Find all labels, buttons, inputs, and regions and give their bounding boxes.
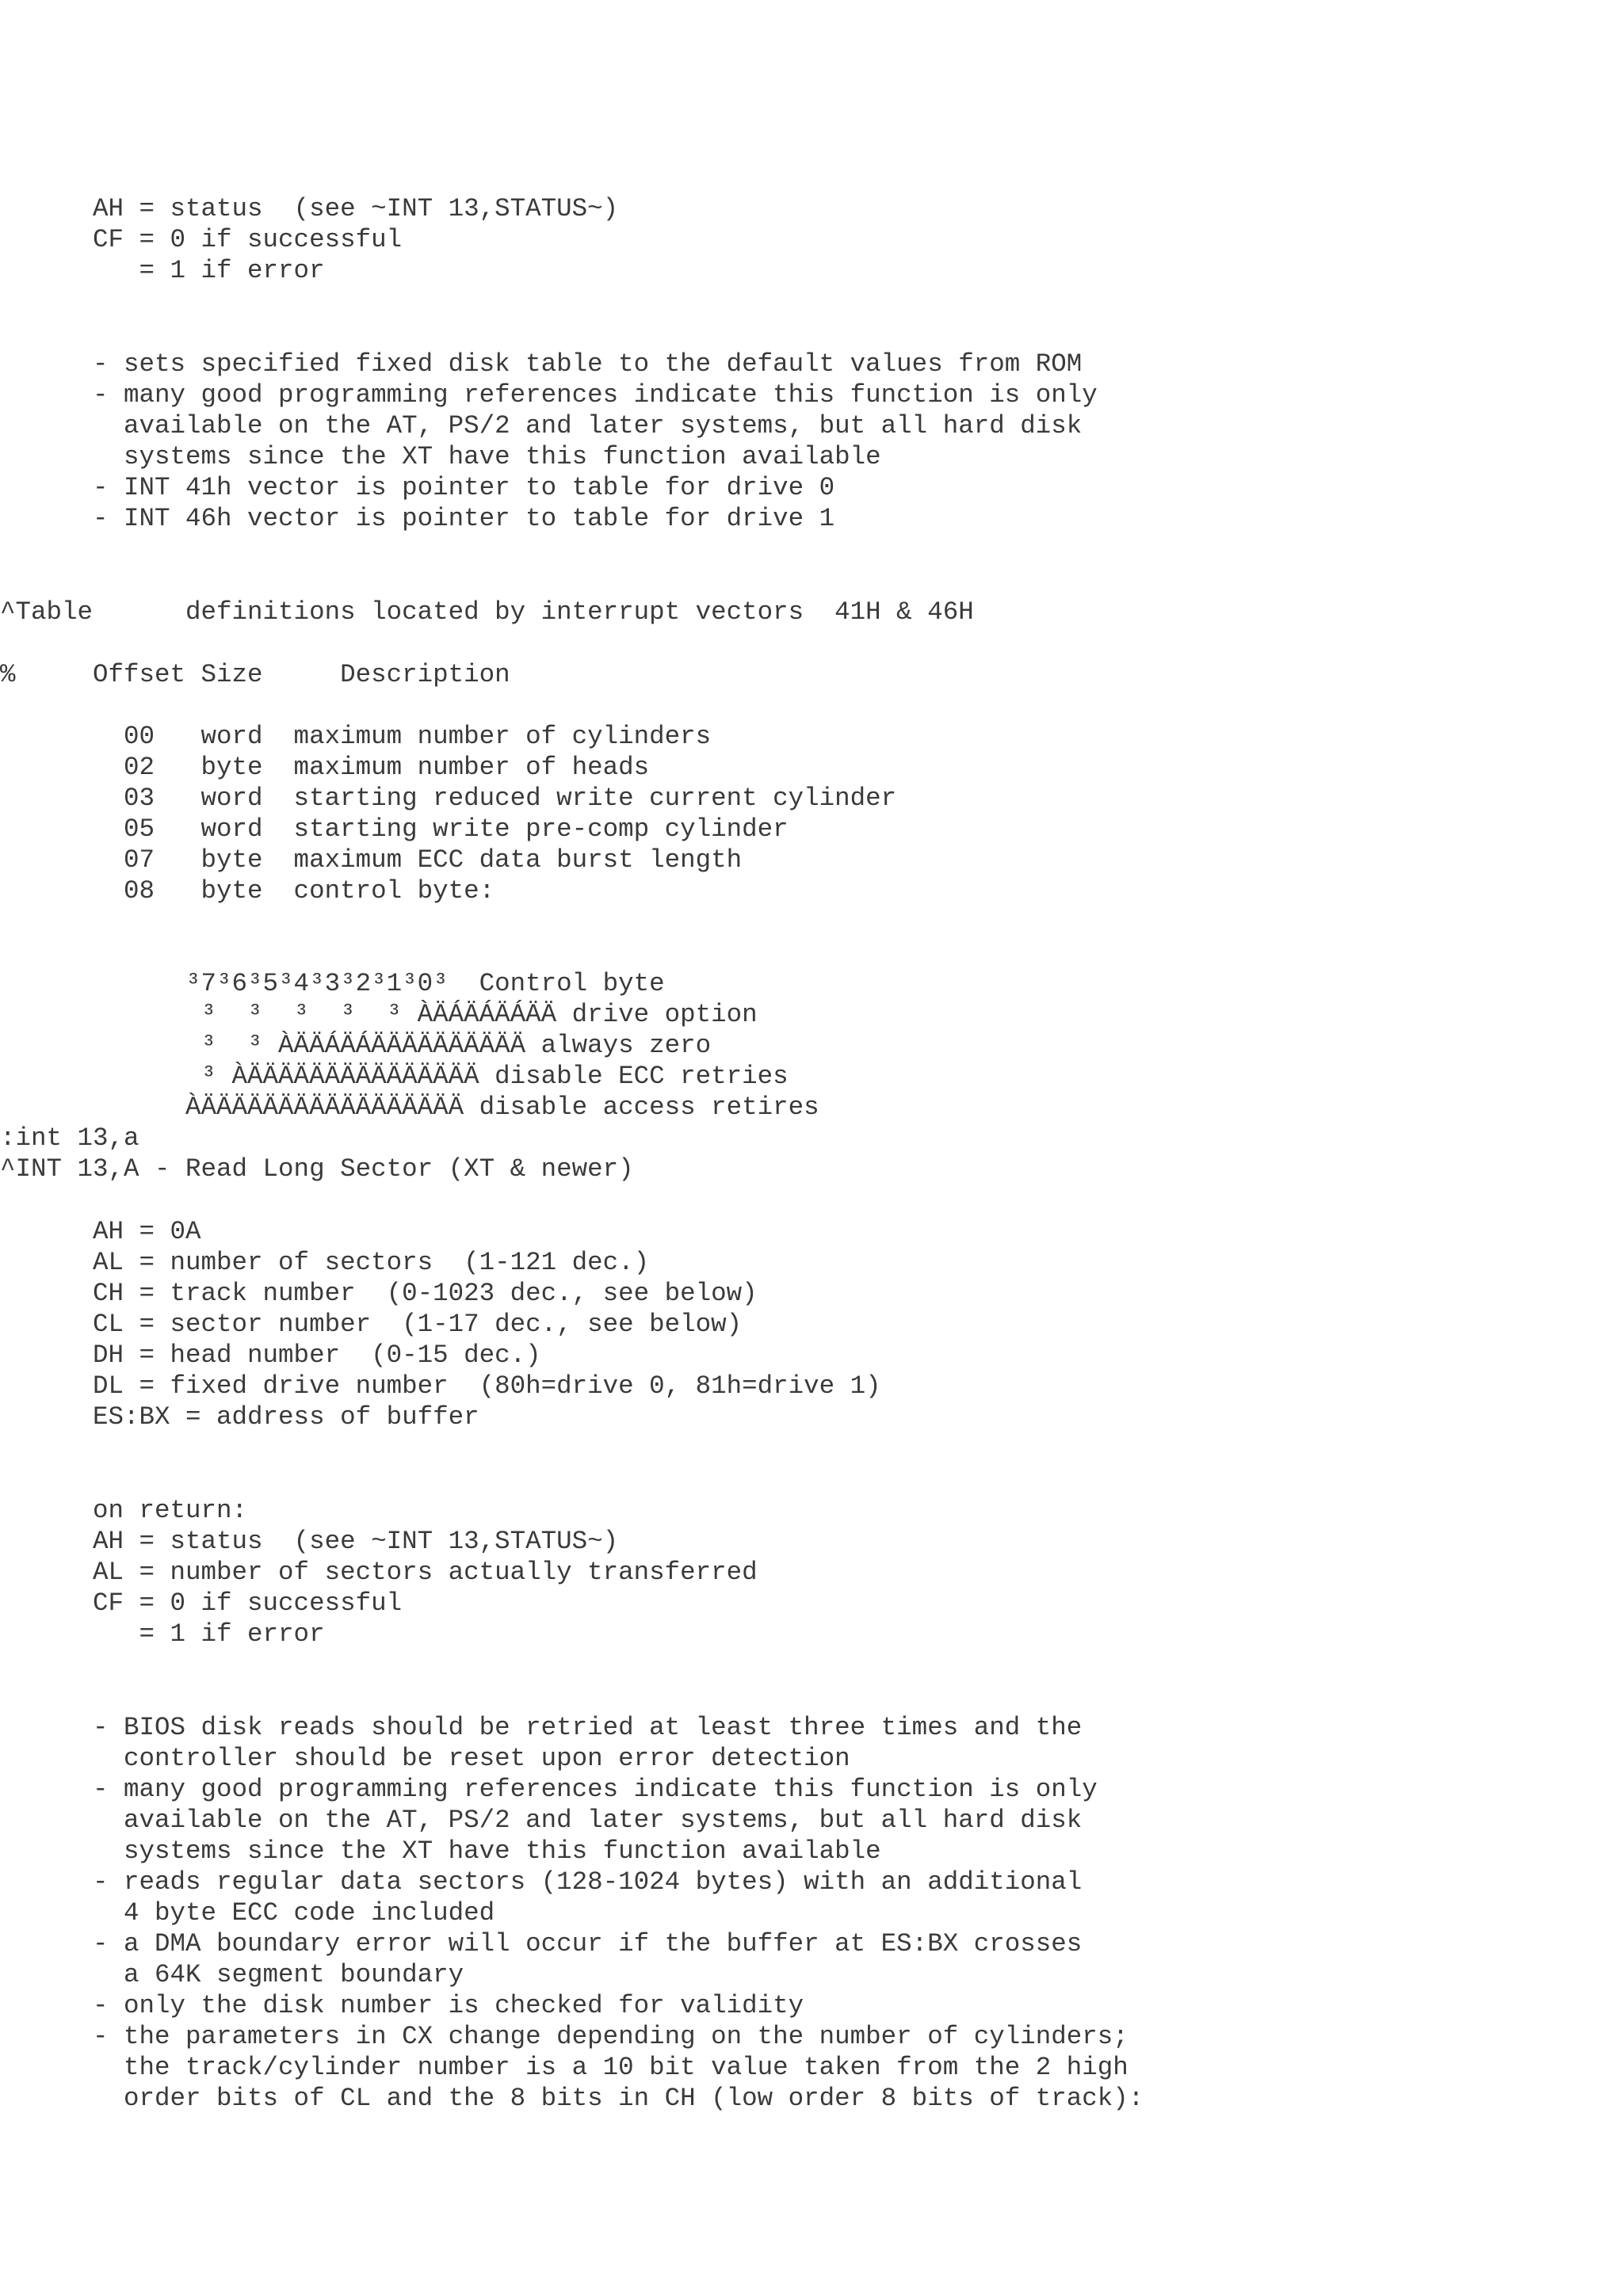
text-line: - INT 41h vector is pointer to table for drive 0 <box>0 473 835 502</box>
text-line: a 64K segment boundary <box>0 1960 464 1989</box>
text-line: AL = number of sectors actually transferred <box>0 1558 758 1587</box>
text-line: DH = head number (0-15 dec.) <box>0 1341 541 1370</box>
text-line: CL = sector number (1-17 dec., see below) <box>0 1310 743 1339</box>
text-line: order bits of CL and the 8 bits in CH (low order 8 bits of track): <box>0 2084 1144 2113</box>
table-row: 07 byte maximum ECC data burst length <box>0 845 743 875</box>
bit-diagram-line: ³7³6³5³4³3³2³1³0³ Control byte <box>0 969 665 998</box>
text-line: ES:BX = address of buffer <box>0 1402 479 1432</box>
text-line: - sets specified fixed disk table to the default values from ROM <box>0 349 1083 379</box>
text-line: DL = fixed drive number (80h=drive 0, 81h=drive 1) <box>0 1371 881 1401</box>
text-line: AH = 0A <box>0 1217 201 1246</box>
table-row: 08 byte control byte: <box>0 876 495 906</box>
bit-diagram-line: ³ ³ ÀÄÄÁÄÁÄÄÄÄÄÄÄÄÄÄ always zero <box>0 1031 712 1060</box>
text-line: available on the AT, PS/2 and later systems, but all hard disk <box>0 411 1083 441</box>
text-line: - BIOS disk reads should be retried at least three times and the <box>0 1713 1083 1742</box>
text-line: available on the AT, PS/2 and later systems, but all hard disk <box>0 1806 1083 1835</box>
text-line: = 1 if error <box>0 256 325 285</box>
text-line: - INT 46h vector is pointer to table for drive 1 <box>0 504 835 533</box>
text-line: the track/cylinder number is a 10 bit value taken from the 2 high <box>0 2053 1128 2082</box>
text-line: - reads regular data sectors (128-1024 bytes) with an additional <box>0 1867 1083 1897</box>
topic-marker: :int 13,a <box>0 1123 139 1153</box>
text-line: 4 byte ECC code included <box>0 1898 495 1928</box>
text-line: CH = track number (0-1023 dec., see below) <box>0 1279 758 1308</box>
text-line: controller should be reset upon error detection <box>0 1744 850 1773</box>
text-line: systems since the XT have this function available <box>0 1836 881 1866</box>
table-row: 05 word starting write pre-comp cylinder <box>0 814 789 844</box>
bit-diagram-line: ³ ÀÄÄÄÄÄÄÄÄÄÄÄÄÄÄÄ disable ECC retries <box>0 1062 789 1091</box>
text-line: - only the disk number is checked for validity <box>0 1991 804 2020</box>
table-column-header: % Offset Size Description <box>0 660 510 689</box>
text-line: - the parameters in CX change depending on the number of cylinders; <box>0 2022 1128 2051</box>
table-row: 02 byte maximum number of heads <box>0 753 650 782</box>
table-row: 00 word maximum number of cylinders <box>0 722 712 751</box>
text-line: CF = 0 if successful <box>0 1589 403 1618</box>
text-line: - a DMA boundary error will occur if the buffer at ES:BX crosses <box>0 1929 1083 1958</box>
table-heading: ^Table definitions located by interrupt vectors 41H & 46H <box>0 597 974 627</box>
section-title: ^INT 13,A - Read Long Sector (XT & newer) <box>0 1154 634 1184</box>
text-line: AL = number of sectors (1-121 dec.) <box>0 1248 650 1277</box>
text-line: - many good programming references indicate this function is only <box>0 380 1098 410</box>
text-line: on return: <box>0 1496 248 1525</box>
bit-diagram-line: ÀÄÄÄÄÄÄÄÄÄÄÄÄÄÄÄÄÄ disable access retires <box>0 1093 819 1122</box>
text-line: - many good programming references indicate this function is only <box>0 1775 1098 1804</box>
text-line: AH = status (see ~INT 13,STATUS~) <box>0 194 619 223</box>
text-line: CF = 0 if successful <box>0 225 403 254</box>
text-line: AH = status (see ~INT 13,STATUS~) <box>0 1527 619 1556</box>
text-line: systems since the XT have this function available <box>0 442 881 471</box>
bit-diagram-line: ³ ³ ³ ³ ³ ÀÄÁÄÁÄÁÄÄ drive option <box>0 1000 758 1029</box>
text-line: = 1 if error <box>0 1619 325 1649</box>
table-row: 03 word starting reduced write current cylinder <box>0 784 897 813</box>
